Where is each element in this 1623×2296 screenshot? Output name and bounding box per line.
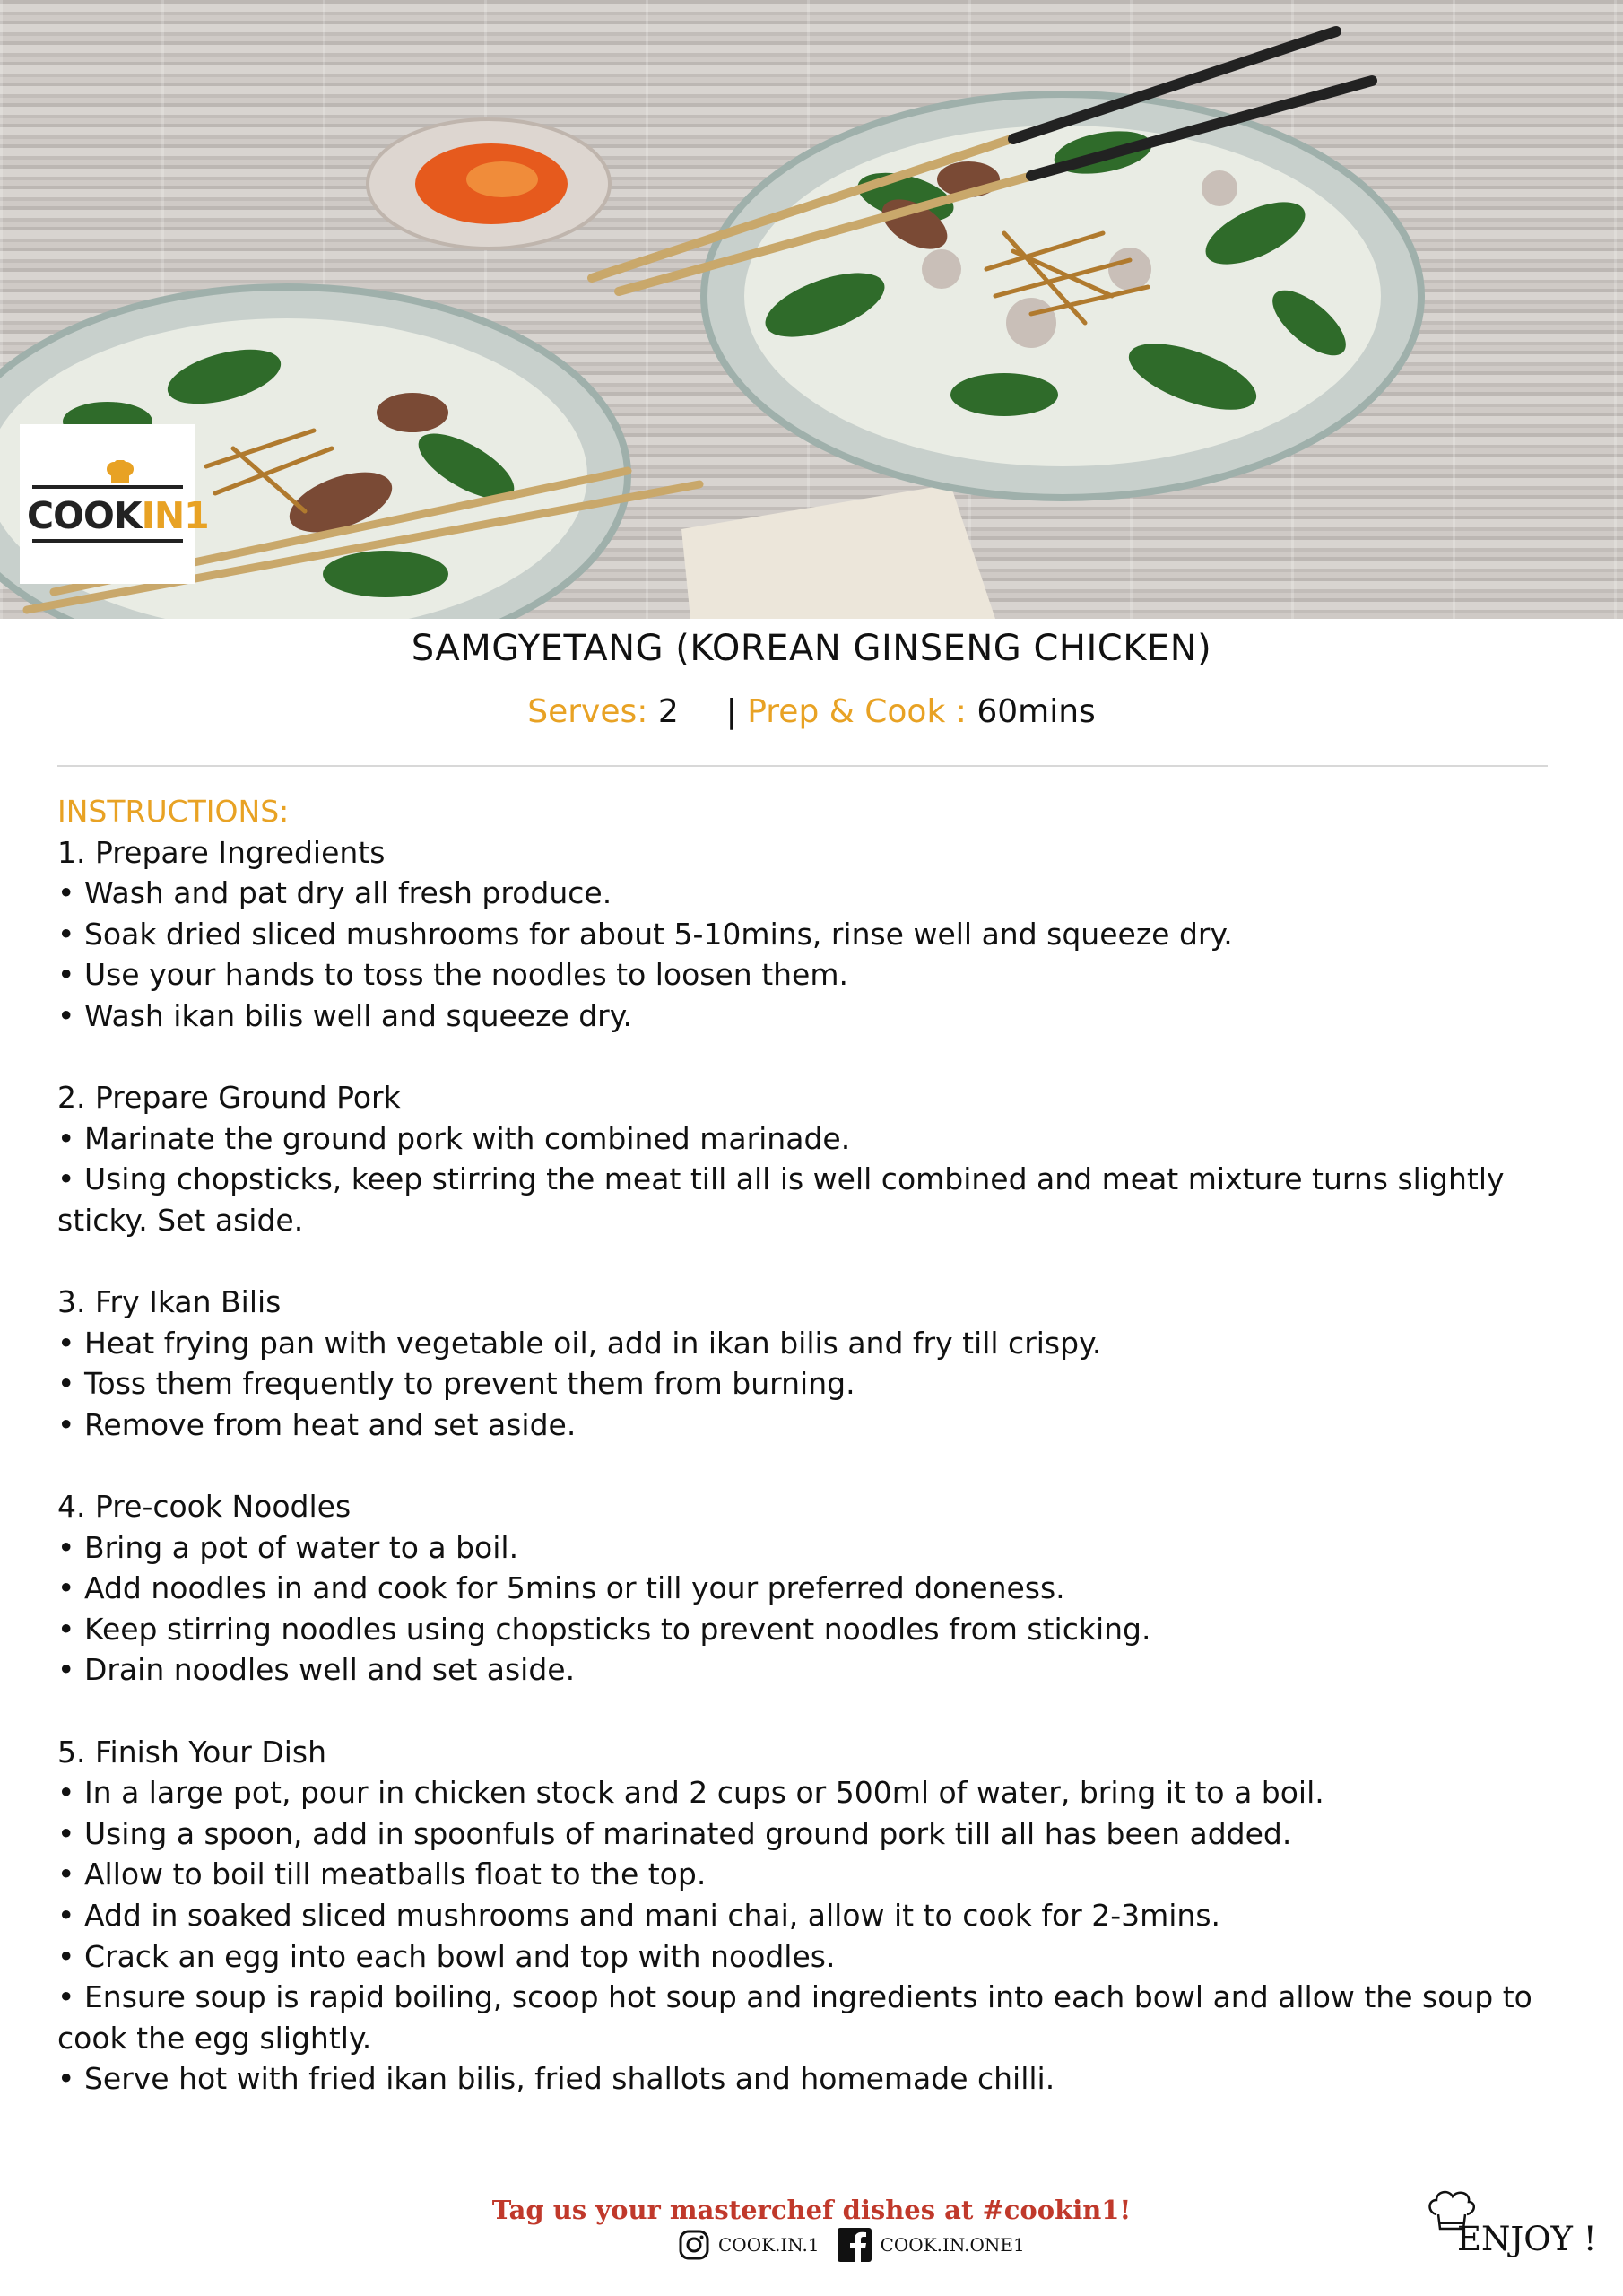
divider xyxy=(57,765,1548,767)
hero-illustration xyxy=(0,0,1623,619)
step-line: • Add noodles in and cook for 5mins or till your preferred doneness. xyxy=(57,1570,1065,1606)
step-line: • Using chopsticks, keep stirring the meat till all is well combined and meat mixture turns slightly sticky. Set aside. xyxy=(57,1161,1505,1238)
step-line: • Add in soaked sliced mushrooms and mani chai, allow it to cook for 2-3mins. xyxy=(57,1898,1221,1934)
step-4 xyxy=(57,1486,1564,1691)
step-title: 3. Fry Ikan Bilis xyxy=(57,1284,282,1320)
serves-label: Serves: xyxy=(527,693,648,730)
footer-tagline: Tag us your masterchef dishes at #cookin1! xyxy=(491,2195,1132,2225)
instagram-handle: COOK.IN.1 xyxy=(718,2234,820,2256)
facebook-link[interactable] xyxy=(838,2228,1025,2262)
step-line: • Drain noodles well and set aside. xyxy=(57,1652,576,1688)
instructions-heading: INSTRUCTIONS: xyxy=(57,794,290,829)
facebook-handle: COOK.IN.ONE1 xyxy=(880,2234,1025,2256)
meta-separator: | xyxy=(725,693,737,730)
instagram-link[interactable] xyxy=(679,2230,820,2260)
hero-photo xyxy=(0,0,1623,619)
chef-hat-icon xyxy=(106,460,135,485)
time-label: Prep & Cook : xyxy=(747,693,967,730)
step-line: • Keep stirring noodles using chopsticks to prevent noodles from sticking. xyxy=(57,1611,1151,1647)
brand-logo xyxy=(20,424,209,584)
social-links xyxy=(679,2226,1043,2264)
step-line: • Soak dried sliced mushrooms for about 5-10mins, rinse well and squeeze dry. xyxy=(57,916,1233,952)
step-1 xyxy=(57,832,1564,1037)
enjoy-text: ENJOY ! xyxy=(1457,2220,1597,2258)
step-line: • Bring a pot of water to a boil. xyxy=(57,1529,519,1565)
step-line: • Toss them frequently to prevent them from burning. xyxy=(57,1366,855,1402)
recipe-title: SAMGYETANG (KOREAN GINSENG CHICKEN) xyxy=(411,628,1212,669)
recipe-meta xyxy=(0,693,1623,730)
step-line: • Use your hands to toss the noodles to loosen them. xyxy=(57,957,848,993)
step-5 xyxy=(57,1732,1564,2100)
step-line: • Remove from heat and set aside. xyxy=(57,1406,577,1442)
step-2 xyxy=(57,1077,1564,1240)
logo-wordmark: COOKIN1 xyxy=(27,494,209,537)
step-line: • In a large pot, pour in chicken stock and 2 cups or 500ml of water, bring it to a boil. xyxy=(57,1775,1324,1811)
instructions xyxy=(57,791,1564,2141)
step-line: • Ensure soup is rapid boiling, scoop hot soup and ingredients into each bowl and allow the soup to cook the egg slightly. xyxy=(57,1979,1532,2056)
step-title: 2. Prepare Ground Pork xyxy=(57,1080,401,1116)
step-line: • Using a spoon, add in spoonfuls of marinated ground pork till all has been added. xyxy=(57,1815,1292,1851)
instagram-icon xyxy=(679,2230,709,2260)
step-line: • Allow to boil till meatballs float to the top. xyxy=(57,1857,707,1892)
step-line: • Marinate the ground pork with combined marinade. xyxy=(57,1120,851,1156)
serves-value: 2 xyxy=(657,693,679,730)
step-line: • Serve hot with fried ikan bilis, fried shallots and homemade chilli. xyxy=(57,2061,1055,2097)
step-title: 4. Pre-cook Noodles xyxy=(57,1489,352,1525)
step-title: 1. Prepare Ingredients xyxy=(57,834,386,870)
time-value: 60mins xyxy=(976,693,1096,730)
napkin xyxy=(681,484,995,619)
step-line: • Crack an egg into each bowl and top with noodles. xyxy=(57,1938,836,1974)
step-line: • Wash and pat dry all fresh produce. xyxy=(57,875,612,911)
step-3 xyxy=(57,1282,1564,1445)
step-title: 5. Finish Your Dish xyxy=(57,1734,327,1770)
facebook-icon xyxy=(838,2228,872,2262)
step-line: • Wash ikan bilis well and squeeze dry. xyxy=(57,997,633,1033)
step-line: • Heat frying pan with vegetable oil, add in ikan bilis and fry till crispy. xyxy=(57,1325,1102,1361)
enjoy-sign xyxy=(1424,2184,1603,2265)
